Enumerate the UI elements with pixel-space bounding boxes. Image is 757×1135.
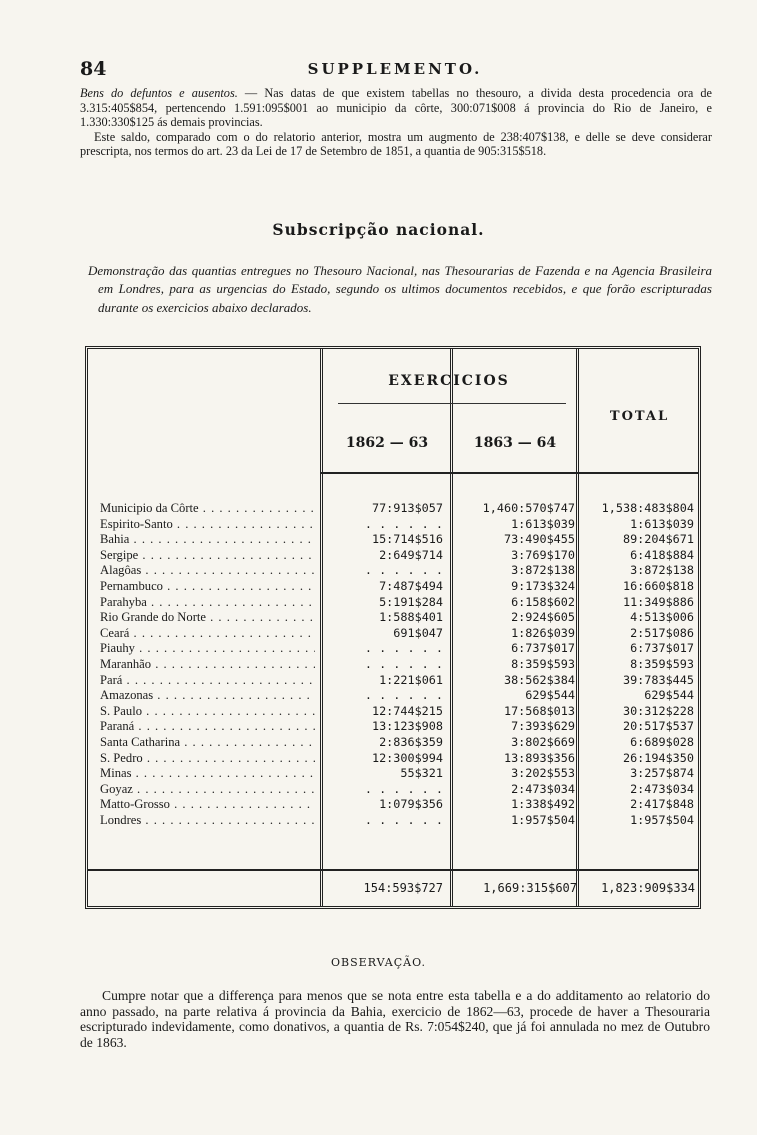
running-title: SUPPLEMENTO. [307,60,483,78]
subscription-table [85,346,701,909]
row-value-1862: 2:836$359 [379,734,443,749]
table-row [100,751,698,767]
row-value-1862: 12:300$994 [371,750,443,765]
row-name: Alagôas . . . [100,563,315,579]
row-name: S. Pedro . . . [100,751,315,767]
table-row [100,532,698,548]
sum-rule [88,869,698,871]
row-name: Matto-Grosso . . . [100,797,315,813]
row-value-1863: 3:802$669 [511,734,575,749]
row-value-1862: 1:588$401 [379,610,443,625]
row-value-1863: 1:826$039 [511,625,575,640]
grand-total: 1,823:909$334 [601,881,695,895]
totals-row [325,881,699,901]
row-value-1862: . . . . . . [364,812,443,827]
exercicios-header: EXERCICIOS [388,373,510,389]
row-total: 2:417$848 [630,797,694,812]
row-value-1863: 38:562$384 [503,672,575,687]
row-value-1862: . . . . . . [364,688,443,703]
demonstration-text: Demonstração das quantias entregues no Thesouro Nacional, nas Thesourarias de Fazenda e na Agencia Brasileira em Londres, para as urgencias do Estado, segundo os ultimos documentos recebidos, e que forão escripturadas durante os exercicios abaixo declarados. [88,263,712,315]
row-name: Piauhy . . . [100,641,315,657]
row-total: 26:194$350 [622,750,694,765]
row-value-1863: 13:893$356 [503,750,575,765]
row-name: Minas . . . [100,766,315,782]
row-value-1863: 3:769$170 [511,547,575,562]
row-name: S. Paulo . . . [100,704,315,720]
row-value-1862: . . . . . . [364,656,443,671]
row-total: 3:872$138 [630,563,694,578]
row-total: 4:513$006 [630,610,694,625]
row-value-1862: 7:487$494 [379,578,443,593]
row-value-1863: 6:158$602 [511,594,575,609]
row-name: Rio Grande do Norte . . . [100,610,315,626]
row-value-1863: 7:393$629 [511,719,575,734]
table-row [100,563,698,579]
row-value-1863: 73:490$455 [503,532,575,547]
row-value-1863: 1:613$039 [511,516,575,531]
table-row [100,548,698,564]
table-body [100,501,698,828]
row-value-1863: 629$544 [525,688,575,703]
row-total: 3:257$874 [630,766,694,781]
row-value-1863: 1:338$492 [511,797,575,812]
row-total: 629$544 [644,688,694,703]
total-year-1: 154:593$727 [363,881,443,895]
table-row [100,813,698,829]
row-value-1863: 17:568$013 [503,703,575,718]
table-row [100,579,698,595]
row-value-1863: 6:737$017 [511,641,575,656]
exercicios-rule [338,403,566,404]
table-row [100,704,698,720]
intro-paragraph-1: — Nas datas de que existem tabellas no thesouro, a divida desta procedencia ora de 3.315:405$854, pertencendo 1.591:095$001 ao municipio da côrte, 300:071$008 á provincia do Rio de Janeiro, e 1.330:330$125 ás demais provincias. [80,86,712,130]
demonstration-caption [88,262,712,317]
row-name: Pará . . . [100,673,315,689]
table-row [100,657,698,673]
row-total: 6:737$017 [630,641,694,656]
table-row [100,641,698,657]
row-value-1863: 3:872$138 [511,563,575,578]
table-row [100,673,698,689]
row-total: 30:312$228 [622,703,694,718]
row-value-1862: . . . . . . [364,563,443,578]
row-total: 39:783$445 [622,672,694,687]
row-value-1862: . . . . . . [364,641,443,656]
table-row [100,766,698,782]
row-name: Pernambuco . . . [100,579,315,595]
row-total: 6:418$884 [630,547,694,562]
observation-body [80,988,710,1050]
row-value-1863: 1,460:570$747 [482,501,575,515]
table-row [100,719,698,735]
row-value-1863: 9:173$324 [511,578,575,593]
row-name: Espirito-Santo . . . [100,517,315,533]
row-value-1863: 2:473$034 [511,781,575,796]
table-row [100,688,698,704]
table-row [100,501,698,517]
row-value-1863: 8:359$593 [511,656,575,671]
row-value-1862: 77:913$057 [371,501,443,515]
table-row [100,626,698,642]
row-value-1863: 2:924$605 [511,610,575,625]
row-name: Santa Catharina . . . [100,735,315,751]
row-name: Londres . . . [100,813,315,829]
row-name: Sergipe . . . [100,548,315,564]
table-row [100,735,698,751]
observation-title: OBSERVAÇÃO. [331,956,426,969]
row-total: 1,538:483$804 [601,501,694,515]
row-value-1862: 1:079$356 [379,797,443,812]
year-1-header: 1862 — 63 [345,435,429,451]
row-name: Maranhão . . . [100,657,315,673]
row-total: 89:204$671 [622,532,694,547]
row-value-1862: 691$047 [393,625,443,640]
row-name: Goyaz . . . [100,782,315,798]
row-value-1862: 1:221$061 [379,672,443,687]
page-header [80,58,710,80]
page-number: 84 [80,58,107,80]
table-row [100,782,698,798]
total-header: TOTAL [609,409,670,424]
total-year-2: 1,669:315$607 [483,881,577,895]
row-total: 2:517$086 [630,625,694,640]
table-row [100,610,698,626]
row-name: Bahia . . . [100,532,315,548]
row-name: Municipio da Côrte . . . [100,501,315,517]
row-name: Paraná . . . [100,719,315,735]
row-value-1862: 13:123$908 [371,719,443,734]
row-value-1862: 5:191$284 [379,594,443,609]
table-row [100,797,698,813]
row-name: Amazonas . . . [100,688,315,704]
row-value-1862: 55$321 [400,766,443,781]
row-value-1862: 15:714$516 [371,532,443,547]
row-total: 20:517$537 [622,719,694,734]
row-total: 8:359$593 [630,656,694,671]
header-rule [320,472,698,474]
section-title: Subscripção nacional. [272,220,485,239]
row-total: 16:660$818 [622,578,694,593]
row-value-1863: 3:202$553 [511,766,575,781]
row-value-1862: 2:649$714 [379,547,443,562]
row-total: 2:473$034 [630,781,694,796]
row-value-1863: 1:957$504 [511,812,575,827]
row-value-1862: . . . . . . [364,781,443,796]
row-value-1862: . . . . . . [364,516,443,531]
row-name: Ceará . . . [100,626,315,642]
table-row [100,517,698,533]
observation-text: Cumpre notar que a differença para menos que se nota entre esta tabella e a do additamento ao relatorio do anno passado, na parte relativa á provincia da Bahia, exercicio de 1862—63, procede de haver a Thesouraria escripturado indevidamente, como donativos, a quantia de Rs. 7:054$240, que já foi annulada no mez de Outubro de 1863. [80,988,710,1050]
table-row [100,595,698,611]
intro-lead: Bens do defuntos e ausentos. [80,86,238,100]
row-total: 11:349$886 [622,594,694,609]
row-name: Parahyba . . . [100,595,315,611]
row-total: 1:957$504 [630,812,694,827]
intro-text [80,86,712,159]
year-2-header: 1863 — 64 [473,435,557,451]
row-total: 6:689$028 [630,734,694,749]
row-value-1862: 12:744$215 [371,703,443,718]
intro-paragraph-2: Este saldo, comparado com o do relatorio anterior, mostra um augmento de 238:407$138, e delle se deve considerar prescripta, nos termos do art. 23 da Lei de 17 de Setembro de 1851, a quantia de 905:315$518. [80,129,712,159]
row-total: 1:613$039 [630,516,694,531]
